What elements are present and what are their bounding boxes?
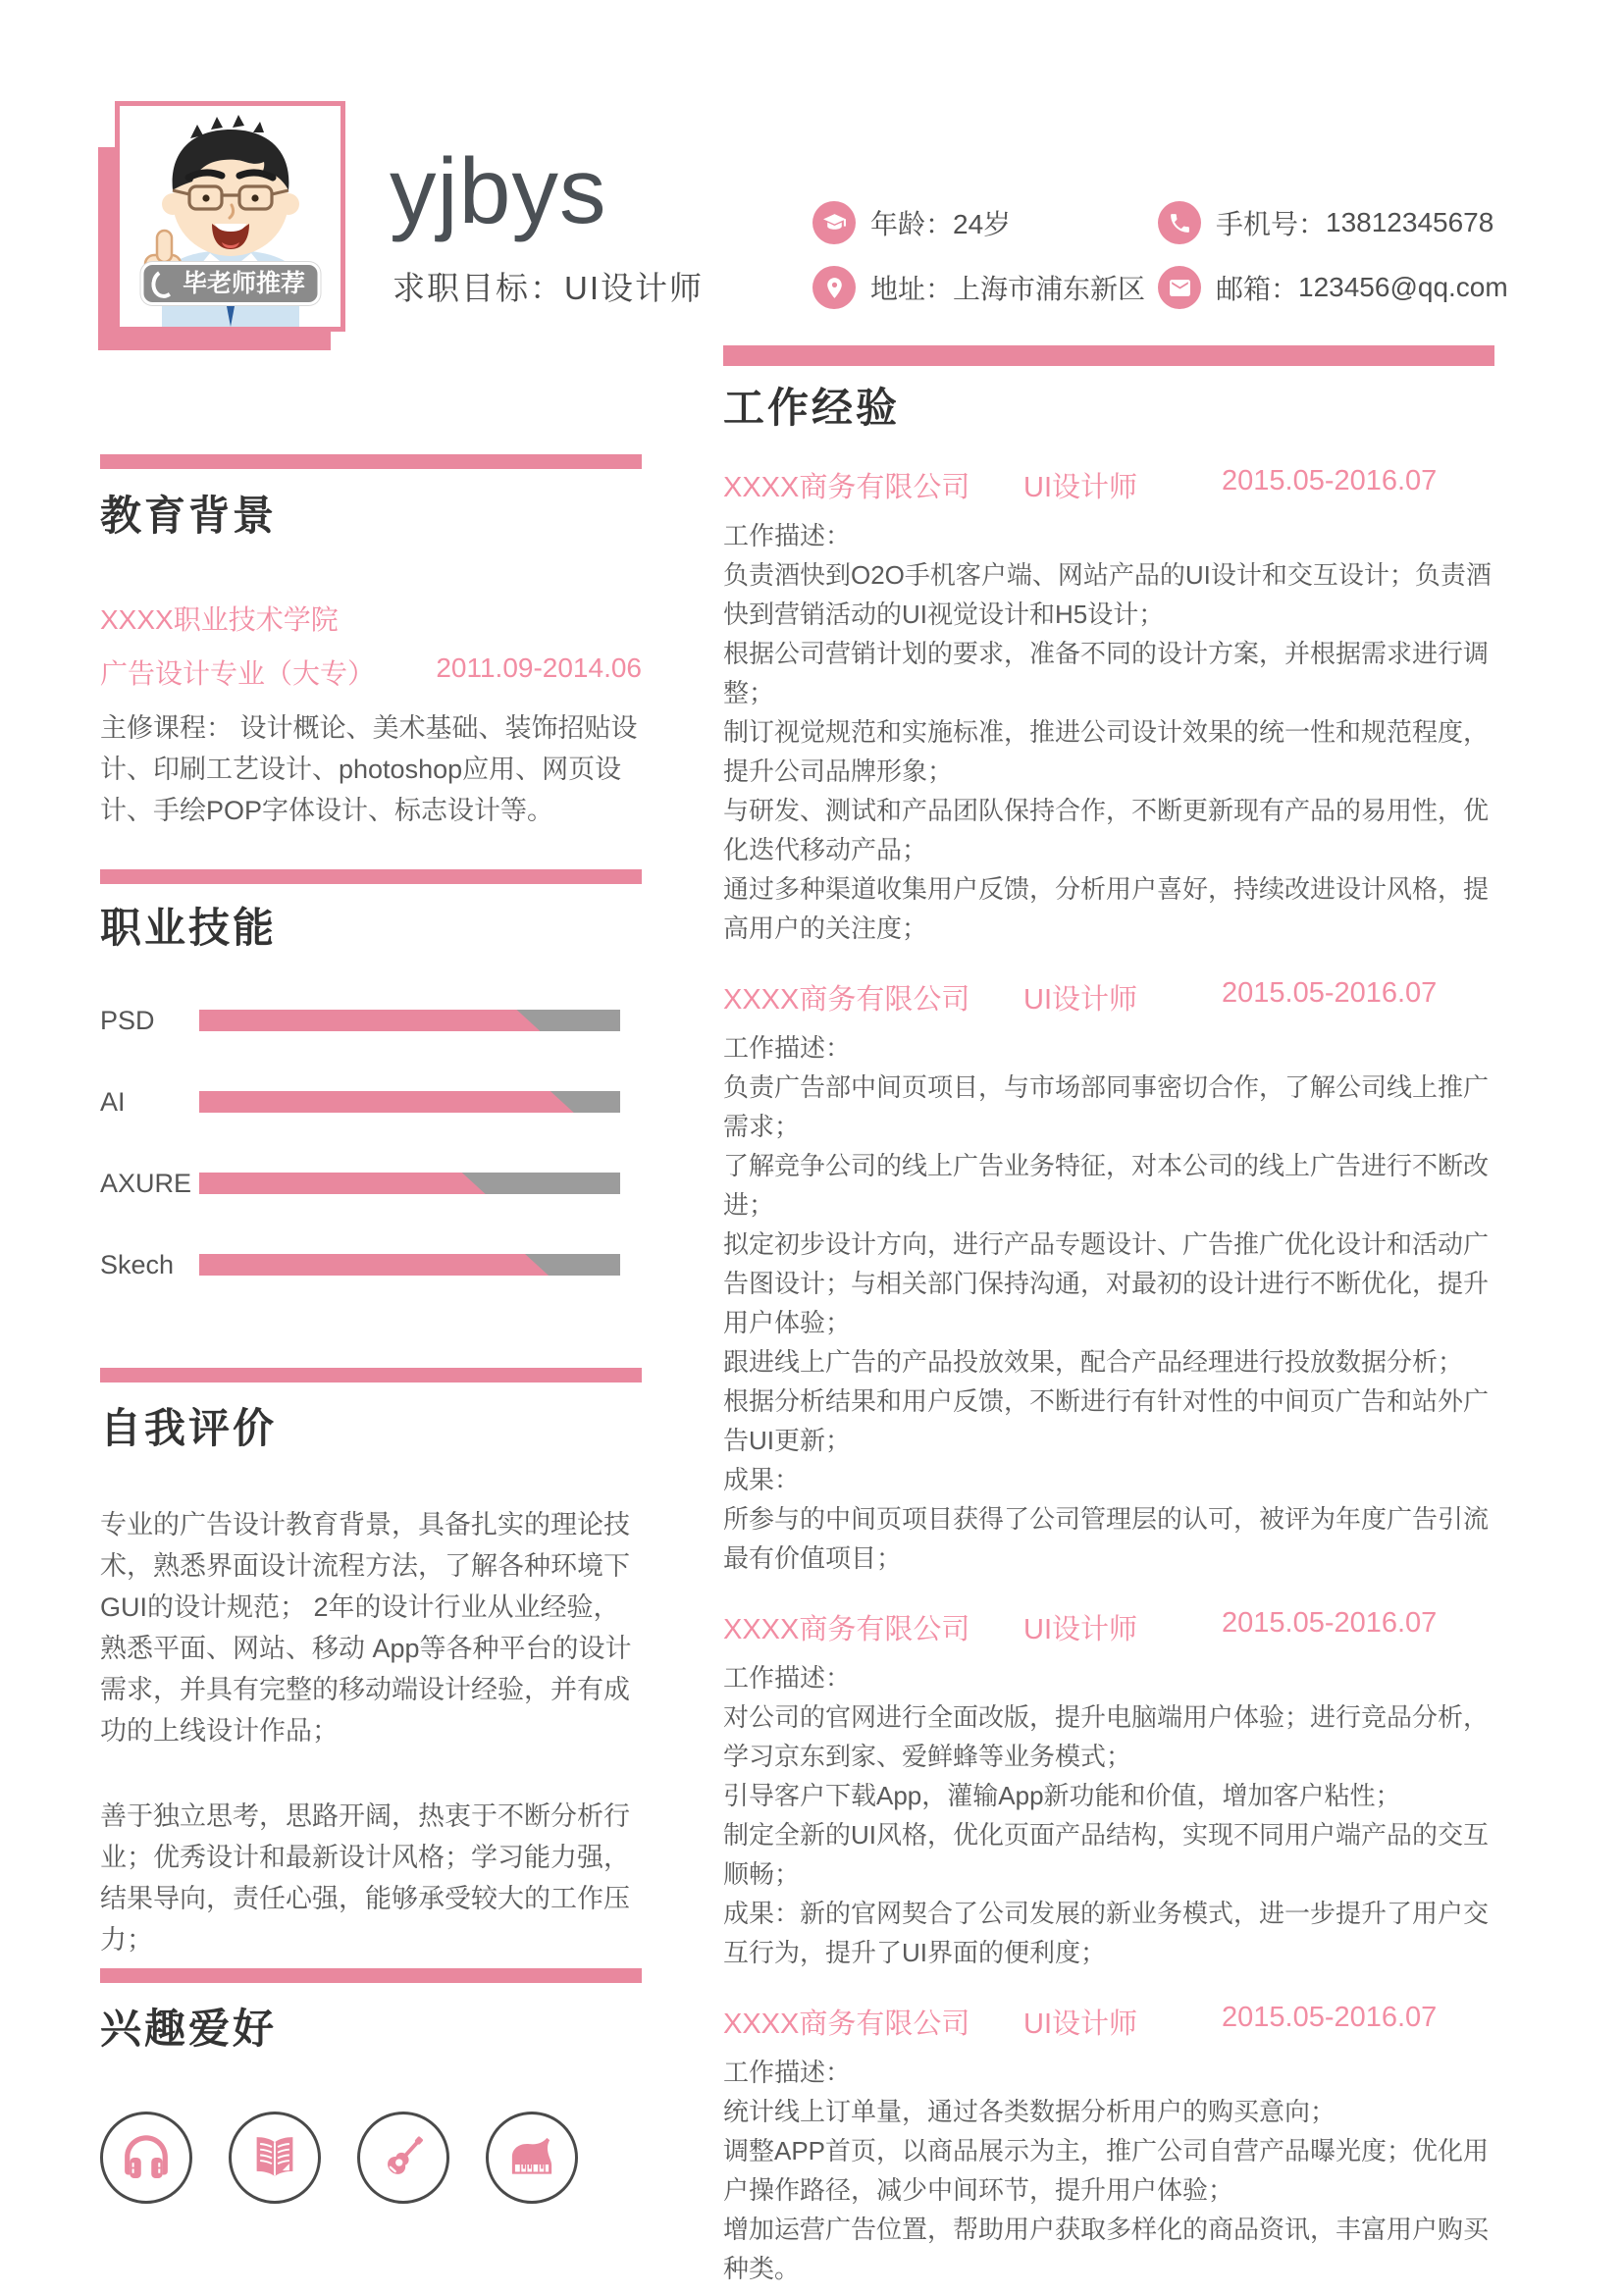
work-desc-label: 工作描述： [723, 521, 852, 550]
work-entry [723, 977, 1498, 1578]
contact-value: 13812345678 [1326, 207, 1494, 237]
work-bullet: 增加运营广告位置，帮助用户获取多样化的商品资讯，丰富用户购买种类。 [723, 2215, 1490, 2283]
paragraph: 善于独立思考，思路开阔，热衷于不断分析行业；优秀设计和最新设计风格；学习能力强，结果导向，责任心强，能够承受较大的工作压力； [100, 1801, 630, 1955]
school-name: XXXX职业技术学院 [100, 604, 339, 635]
work-bullet: 拟定初步设计方向，进行产品专题设计、广告推广优化设计和活动广告图设计；与相关部门保持沟通，对最初的设计进行不断优化，提升用户体验； [723, 1229, 1490, 1337]
contact-value: 上海市浦东新区 [953, 274, 1146, 304]
work-bullet: 所参与的中间页项目获得了公司管理层的认可，被评为年度广告引流最有价值项目； [723, 1504, 1490, 1573]
interests-section [100, 2002, 650, 2204]
work-bullet: 对公司的官网进行全面改版，提升电脑端用户体验；进行竞品分析，学习京东到家、爱鲜蜂等业务模式； [723, 1702, 1490, 1771]
work-period: 2015.05-2016.07 [1222, 977, 1438, 1009]
section-heading: 自我评价 [100, 1405, 278, 1451]
contact-item-age [812, 201, 1158, 244]
work-bullet: 引导客户下载App，灌输App新功能和价值，增加客户粘性； [723, 1781, 1401, 1810]
work-bullet: 制订视觉规范和实施标准，推进公司设计效果的统一性和规范程度，提升公司品牌形象； [723, 717, 1490, 786]
courses-text: 主修课程： 设计概论、美术基础、装饰招贴设计、印刷工艺设计、photoshop应用、网页设计、手绘POP字体设计、标志设计等。 [100, 713, 638, 825]
work-bullet: 负责广告部中间页项目，与市场部同事密切合作，了解公司线上推广需求； [723, 1072, 1490, 1141]
contact-item-phone [1158, 201, 1508, 244]
company-name: XXXX商务有限公司 [723, 472, 970, 503]
contact-item-address [812, 266, 1158, 309]
work-bullet: 根据分析结果和用户反馈，不断进行有针对性的中间页广告和站外广告UI更新； [723, 1386, 1490, 1455]
contact-value: 24岁 [953, 209, 1012, 239]
work-bullet: 统计线上订单量，通过各类数据分析用户的购买意向； [723, 2097, 1336, 2126]
job-title: UI设计师 [1023, 472, 1138, 503]
education-section [100, 489, 642, 831]
work-experience-section [723, 381, 1498, 2288]
skill-fill [199, 1254, 549, 1276]
section-heading: 教育背景 [100, 493, 278, 539]
work-bullet: 成果： [723, 1465, 801, 1494]
guitar-icon [376, 2130, 431, 2185]
skill-row [100, 1086, 642, 1117]
major: 广告设计专业（大专） [100, 658, 376, 689]
skill-bar [199, 1254, 620, 1276]
section-divider [100, 1368, 642, 1382]
book-icon [247, 2130, 302, 2185]
work-desc-label: 工作描述： [723, 1663, 852, 1693]
company-name: XXXX商务有限公司 [723, 984, 970, 1016]
graduation-cap-icon [812, 201, 856, 244]
section-divider [100, 454, 642, 469]
skill-bar [199, 1091, 620, 1113]
skill-name: PSD [100, 1005, 155, 1035]
phone-icon [1158, 201, 1201, 244]
section-divider [100, 1968, 642, 1983]
skill-bar [199, 1173, 620, 1194]
section-heading: 兴趣爱好 [100, 2006, 278, 2052]
work-bullet: 调整APP首页，以商品展示为主，推广公司自营产品曝光度；优化用户操作路径，减少中间环节，提升用户体验； [723, 2136, 1490, 2205]
work-bullet: 制定全新的UI风格，优化页面产品结构，实现不同用户端产品的交互顺畅； [723, 1820, 1490, 1889]
location-pin-icon [812, 266, 856, 309]
skill-name: Skech [100, 1249, 175, 1279]
guitar-icon-circle [357, 2112, 449, 2204]
work-entry [723, 2002, 1498, 2288]
skill-name: AI [100, 1086, 126, 1117]
job-title: UI设计师 [1023, 2008, 1138, 2040]
section-heading: 职业技能 [100, 905, 278, 951]
skill-bar [199, 1010, 620, 1031]
company-name: XXXX商务有限公司 [723, 2008, 970, 2040]
contact-label: 邮箱： [1216, 274, 1299, 304]
company-name: XXXX商务有限公司 [723, 1614, 970, 1645]
work-bullet: 跟进线上广告的产品投放效果，配合产品经理进行投放数据分析； [723, 1347, 1464, 1377]
self-evaluation-section [100, 1401, 642, 1960]
section-divider [723, 345, 1494, 366]
work-bullet: 通过多种渠道收集用户反馈，分析用户喜好，持续改进设计风格，提高用户的关注度； [723, 874, 1490, 943]
candidate-name: yjbys [390, 139, 607, 243]
work-period: 2015.05-2016.07 [1222, 1607, 1438, 1639]
piano-icon [504, 2130, 559, 2185]
work-period: 2015.05-2016.07 [1222, 465, 1438, 496]
section-divider [100, 869, 642, 884]
contact-label: 地址： [870, 274, 954, 304]
skill-fill [199, 1091, 574, 1113]
education-period: 2011.09-2014.06 [436, 652, 642, 683]
work-bullet: 成果：新的官网契合了公司发展的新业务模式，进一步提升了用户交互行为，提升了UI界面的便利度； [723, 1899, 1490, 1967]
photo-frame [115, 101, 345, 332]
work-bullet: 负责酒快到O2O手机客户端、网站产品的UI设计和交互设计；负责酒快到营销活动的UI视觉设计和H5设计； [723, 560, 1492, 629]
headphones-icon [119, 2130, 174, 2185]
job-title: UI设计师 [1023, 1614, 1138, 1645]
contact-item-email [1158, 266, 1508, 309]
work-entry [723, 465, 1498, 948]
work-period: 2015.05-2016.07 [1222, 2002, 1438, 2033]
skill-fill [199, 1173, 486, 1194]
contact-label: 年龄： [870, 209, 954, 239]
skill-name: AXURE [100, 1168, 192, 1198]
skills-section [100, 901, 642, 1335]
work-desc-label: 工作描述： [723, 2058, 852, 2087]
recommend-badge: 毕老师推荐 [140, 262, 320, 305]
skill-row [100, 1168, 642, 1198]
skill-row [100, 1249, 642, 1279]
skill-row [100, 1005, 642, 1035]
contact-value: 123456@qq.com [1298, 272, 1508, 302]
contact-label: 手机号： [1216, 209, 1327, 239]
paragraph: 专业的广告设计教育背景，具备扎实的理论技术，熟悉界面设计流程方法，了解各种环境下GUI的设计规范； 2年的设计行业从业经验，熟悉平面、网站、移动 App等各种平台的设计需求，并具有完整的移动端设计经验，并有成功的上线设计作品； [100, 1510, 632, 1746]
job-objective: 求职目标：UI设计师 [393, 270, 704, 306]
work-entry [723, 1607, 1498, 1972]
skill-fill [199, 1010, 540, 1031]
contact-list [812, 201, 1508, 309]
job-title: UI设计师 [1023, 984, 1138, 1016]
section-heading: 工作经验 [723, 385, 901, 431]
work-bullet: 了解竞争公司的线上广告业务特征，对本公司的线上广告进行不断改进； [723, 1151, 1490, 1220]
hobby-circle [100, 2112, 192, 2204]
piano-icon-circle [486, 2112, 578, 2204]
mail-icon [1158, 266, 1201, 309]
work-bullet: 与研发、测试和产品团队保持合作，不断更新现有产品的易用性，优化迭代移动产品； [723, 796, 1490, 864]
work-desc-label: 工作描述： [723, 1033, 852, 1063]
book-icon-circle [229, 2112, 321, 2204]
work-bullet: 根据公司营销计划的要求，准备不同的设计方案，并根据需求进行调整； [723, 639, 1490, 707]
photo-block [98, 98, 355, 355]
